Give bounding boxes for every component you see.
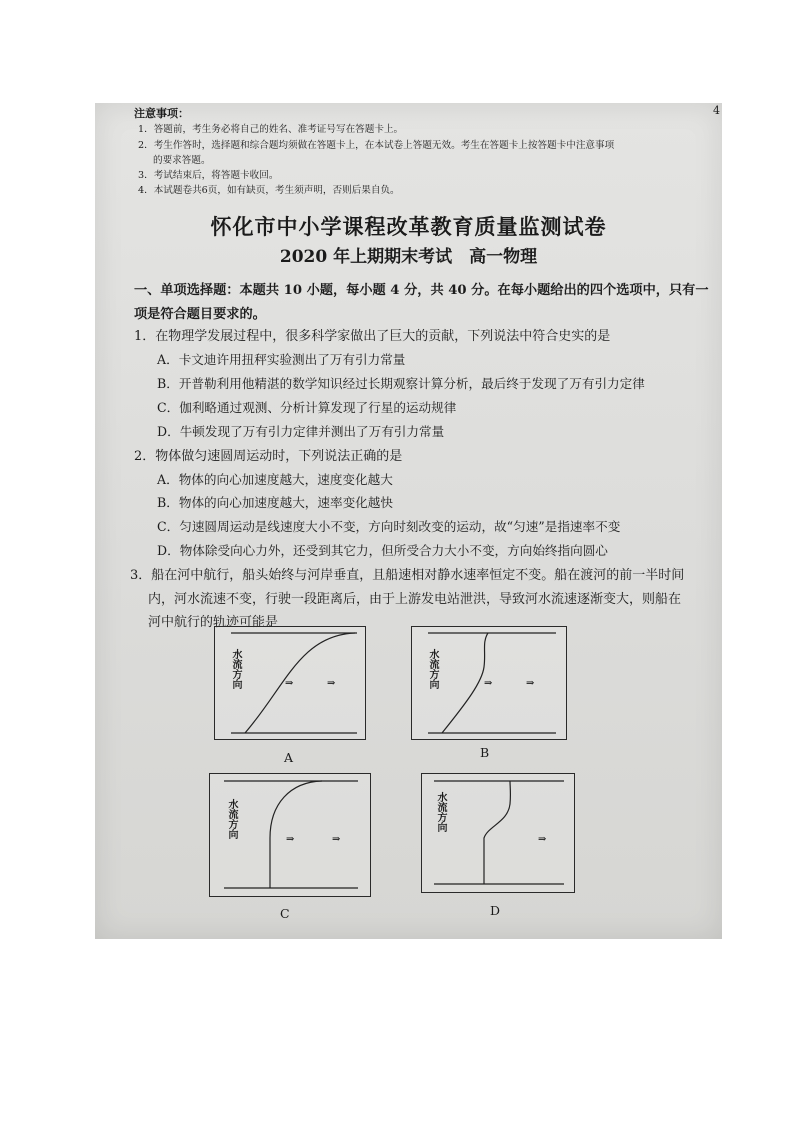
diagram-a-caption: A [284,750,294,765]
notice-item: 的要求答题。 [153,155,211,166]
diagram-c [209,773,371,897]
question-3-stem-cont: 河中航行的轨迹可能是 [148,615,279,630]
question-1-option-a: A．卡文迪许用扭秤实验测出了万有引力常量 [157,352,406,367]
notice-item: 2．考生作答时，选择题和综合题均须做在答题卡上，在本试卷上答题无效。考生在答题卡上按答题卡中注意事项 [138,140,615,151]
flow-arrow-icon: ⇒ [538,834,547,845]
flow-direction-label: 水流方向 [427,649,438,689]
question-2-option-b: B．物体的向心加速度越大，速率变化越快 [157,495,393,510]
diagram-d-caption: D [490,903,501,918]
flow-arrow-icon: ⇒ [484,678,493,689]
question-1-option-b: B．开普勒利用他精湛的数学知识经过长期观察计算分析，最后终于发现了万有引力定律 [157,376,645,391]
page-number: 4 [713,104,720,117]
exam-title: 怀化市中小学课程改革教育质量监测试卷 [210,214,607,239]
flow-arrow-icon: ⇒ [327,678,336,689]
question-2-option-c: C．匀速圆周运动是线速度大小不变，方向时刻改变的运动，故“匀速”是指速率不变 [157,519,621,534]
exam-subtitle: 2020 年上期期末考试 高一物理 [279,247,538,267]
flow-arrow-icon: ⇒ [285,678,294,689]
flow-arrow-icon: ⇒ [286,834,295,845]
flow-arrow-icon: ⇒ [526,678,535,689]
boat-trajectory [245,633,355,733]
boat-trajectory [484,781,510,884]
diagram-a [214,626,366,740]
diagram-d [421,773,575,893]
flow-direction-label: 水流方向 [435,792,446,832]
question-2-option-d: D．物体除受向心力外，还受到其它力，但所受合力大小不变，方向始终指向圆心 [157,543,608,558]
section-heading: 一、单项选择题：本题共 10 小题，每小题 4 分，共 40 分。在每小题给出的四个选项中，只有一 [134,283,709,298]
diagram-c-caption: C [280,906,290,921]
diagram-b [411,626,567,740]
question-2-stem: 2．物体做匀速圆周运动时，下列说法正确的是 [134,449,403,464]
notice-item: 1．答题前，考生务必将自己的姓名、准考证号写在答题卡上。 [138,124,404,135]
notice-item: 3．考试结束后，将答题卡收回。 [138,170,279,181]
question-1-option-c: C．伽利略通过观测、分析计算发现了行星的运动规律 [157,400,457,415]
question-3-stem: 3．船在河中航行，船头始终与河岸垂直，且船速相对静水速率恒定不变。船在渡河的前一半时间 [130,568,685,583]
notice-title: 注意事项： [134,107,189,120]
question-1-option-d: D．牛顿发现了万有引力定律并测出了万有引力常量 [157,424,445,439]
question-3-stem-cont: 内，河水流速不变，行驶一段距离后，由于上游发电站泄洪，导致河水流速逐渐变大，则船在 [148,592,682,607]
flow-direction-label: 水流方向 [230,649,241,689]
diagram-b-caption: B [480,745,490,760]
exam-paper [95,103,722,939]
flow-arrow-icon: ⇒ [332,834,341,845]
notice-item: 4．本试题卷共6页，如有缺页，考生须声明，否则后果自负。 [138,185,400,196]
boat-trajectory [270,781,322,888]
section-heading-cont: 项是符合题目要求的。 [134,307,266,322]
boat-trajectory [442,633,488,733]
flow-direction-label: 水流方向 [226,799,237,839]
question-2-option-a: A．物体的向心加速度越大，速度变化越大 [157,472,393,487]
question-1-stem: 1．在物理学发展过程中，很多科学家做出了巨大的贡献，下列说法中符合史实的是 [134,329,611,344]
